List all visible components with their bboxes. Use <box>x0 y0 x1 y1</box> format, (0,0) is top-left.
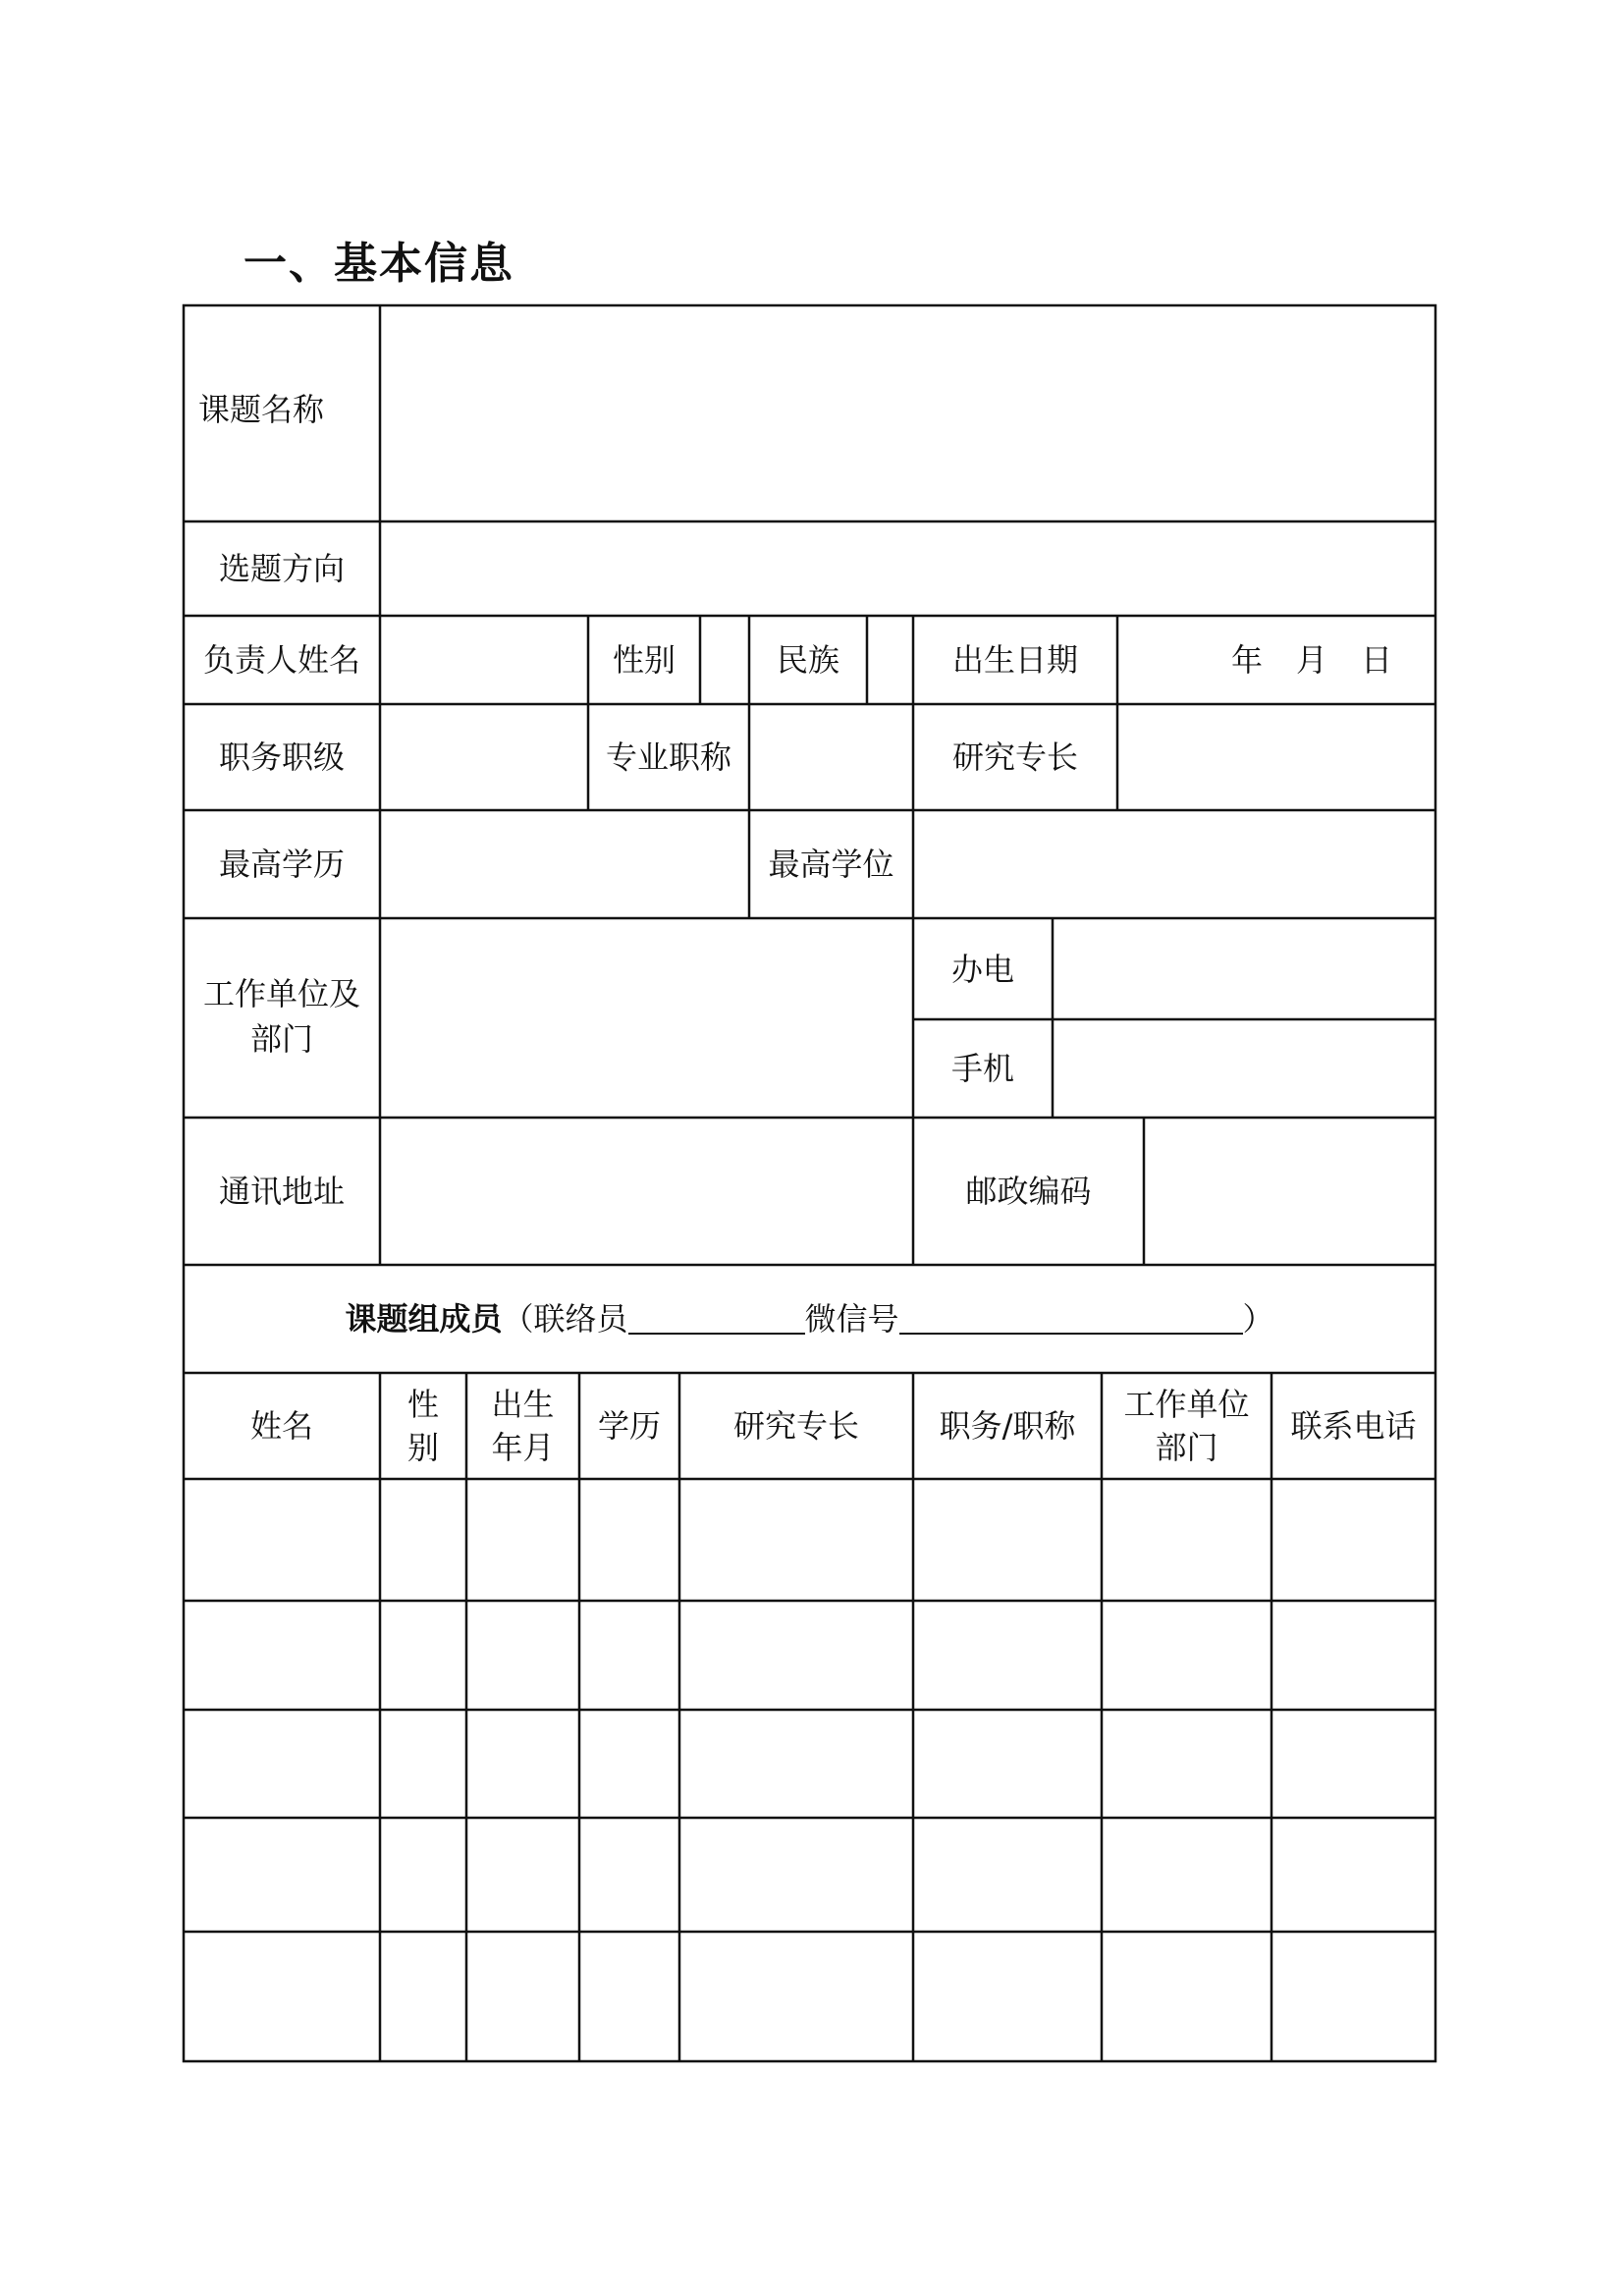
office-phone-label: 办电 <box>950 950 1014 988</box>
col-birth-l1: 出生 <box>491 1386 555 1423</box>
liaison-blank <box>628 1303 805 1335</box>
wechat-label: 微信号 <box>804 1300 899 1338</box>
section-title: 一、基本信息 <box>243 239 514 289</box>
col-phone: 联系电话 <box>1290 1407 1417 1445</box>
wechat-blank <box>899 1303 1243 1335</box>
col-name: 姓名 <box>249 1407 313 1445</box>
birth-month-label: 月 <box>1295 641 1327 679</box>
position-level-label: 职务职级 <box>218 738 345 776</box>
topic-name-label: 课题名称 <box>198 391 325 428</box>
highest-education-label: 最高学历 <box>218 846 345 883</box>
professional-title-label: 专业职称 <box>605 738 731 776</box>
mobile-label: 手机 <box>950 1050 1014 1087</box>
col-unit-l2: 部门 <box>1155 1429 1218 1466</box>
col-education: 学历 <box>597 1407 661 1445</box>
work-unit-label-line2: 部门 <box>249 1020 313 1058</box>
mailing-address-label: 通讯地址 <box>218 1173 345 1210</box>
members-close-paren: ） <box>1242 1300 1274 1338</box>
col-gender-l1: 性 <box>406 1386 439 1423</box>
col-specialty: 研究专长 <box>732 1407 859 1445</box>
work-unit-label-line1: 工作单位及 <box>202 975 360 1012</box>
ethnicity-label: 民族 <box>776 641 839 679</box>
birth-date-label: 出生日期 <box>951 641 1078 679</box>
col-position-title: 职务/职称 <box>939 1407 1076 1445</box>
highest-degree-label: 最高学位 <box>768 846 894 883</box>
col-birth-l2: 年月 <box>491 1429 555 1466</box>
liaison-label: （联络员 <box>502 1300 628 1338</box>
members-header <box>184 1265 1435 1373</box>
col-unit-l1: 工作单位 <box>1123 1386 1250 1423</box>
members-title: 课题组成员 <box>345 1300 503 1338</box>
leader-name-label: 负责人姓名 <box>202 641 360 679</box>
gender-label: 性别 <box>612 641 676 679</box>
topic-direction-label: 选题方向 <box>218 550 345 587</box>
postal-code-label: 邮政编码 <box>965 1173 1092 1210</box>
col-gender-l2: 别 <box>406 1429 439 1466</box>
research-specialty-label: 研究专长 <box>951 738 1078 776</box>
birth-year-label: 年 <box>1230 641 1263 679</box>
birth-day-label: 日 <box>1360 641 1392 679</box>
